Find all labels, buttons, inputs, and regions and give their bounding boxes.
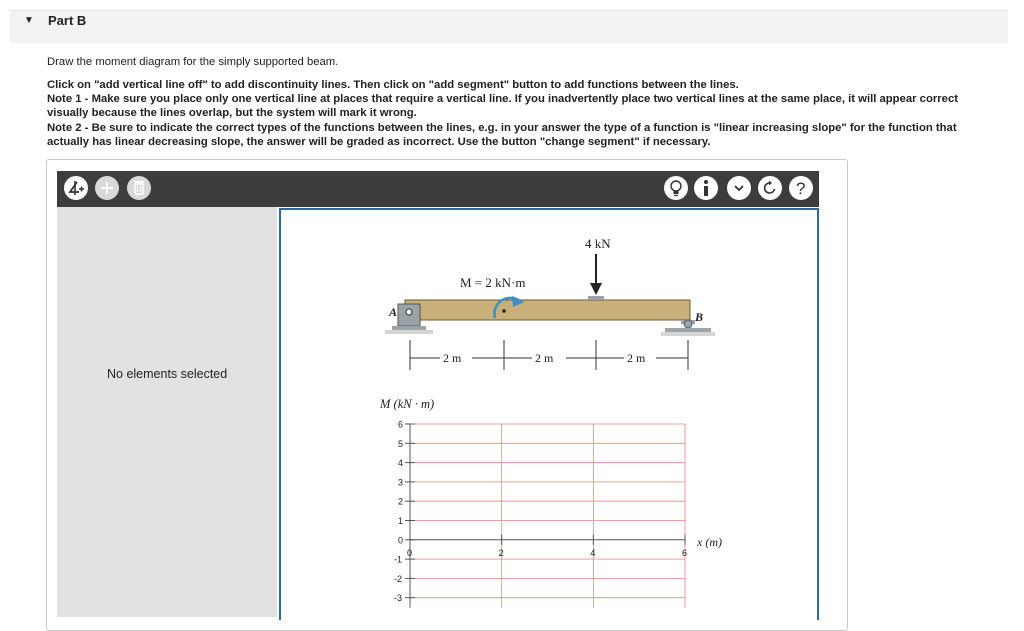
support-b-label: B [695, 310, 704, 324]
y-tick-label: 1 [398, 516, 404, 526]
note-text: actually has linear decreasing slope, the answer will be graded as incorrect. Use the button "change segment" if necessary. [47, 136, 711, 148]
support-a-label: A [389, 305, 398, 319]
load-label: 4 kN [585, 236, 611, 251]
reset-button[interactable] [758, 176, 782, 200]
x-tick-label: 4 [590, 547, 596, 558]
dropdown-button[interactable] [727, 176, 751, 200]
dimension-label: 2 m [627, 351, 646, 365]
help-icon [793, 179, 809, 197]
hint-button[interactable] [664, 176, 688, 200]
x-tick-label: 0 [407, 547, 413, 558]
svg-text:?: ? [796, 179, 806, 197]
chevron-down-icon [732, 182, 746, 194]
note-text: Note 1 - Make sure you place only one vertical line at places that require a vertical line. If you inadvertently place two vertical lines at the same place, it will appear correct [47, 93, 958, 105]
drawing-canvas[interactable] [279, 208, 819, 620]
y-tick-label: 6 [398, 419, 404, 430]
x-axis-title: x (m) [697, 535, 722, 549]
part-header[interactable] [10, 11, 1008, 43]
instruction-text: Click on "add vertical line off" to add discontinuity lines. Then click on "add segment" button to add functions between the lines. [47, 79, 739, 91]
dimension-label: 2 m [443, 351, 462, 365]
collapse-caret-icon[interactable]: ▼ [24, 15, 34, 26]
x-tick-label: 2 [498, 547, 504, 558]
x-tick-label: 6 [682, 547, 688, 558]
y-tick-label: -1 [394, 554, 403, 565]
moment-label: M = 2 kN·m [460, 275, 526, 290]
add-vertical-line-icon [67, 180, 85, 196]
y-tick-label: 4 [398, 458, 404, 469]
trash-icon [132, 180, 146, 196]
lightbulb-icon [668, 179, 684, 197]
selection-status: No elements selected [107, 367, 228, 381]
y-tick-label: -3 [394, 593, 403, 604]
y-tick-label: 2 [398, 496, 404, 507]
y-tick-label: 0 [398, 535, 404, 546]
dimension-label: 2 m [535, 351, 554, 365]
note-text: visually because the lines overlap, but the system will mark it wrong. [47, 107, 417, 119]
info-button[interactable] [694, 176, 718, 200]
selection-panel [57, 207, 277, 617]
reset-icon [762, 180, 778, 196]
y-tick-label: 3 [398, 477, 404, 488]
add-vertical-line-button[interactable] [64, 176, 88, 200]
y-tick-label: -2 [394, 573, 403, 584]
instruction-text: Draw the moment diagram for the simply supported beam. [47, 56, 339, 68]
y-axis-title: M (kN · m) [380, 397, 435, 411]
delete-button[interactable] [127, 176, 151, 200]
plus-icon [99, 180, 115, 196]
note-text: Note 2 - Be sure to indicate the correct types of the functions between the lines, e.g. in your answer the type of a function is "linear increasing slope" for the function that [47, 122, 957, 134]
info-icon [698, 179, 714, 197]
help-button[interactable] [789, 176, 813, 200]
part-title: Part B [48, 13, 87, 28]
add-segment-button[interactable] [95, 176, 119, 200]
y-tick-label: 5 [398, 438, 404, 449]
